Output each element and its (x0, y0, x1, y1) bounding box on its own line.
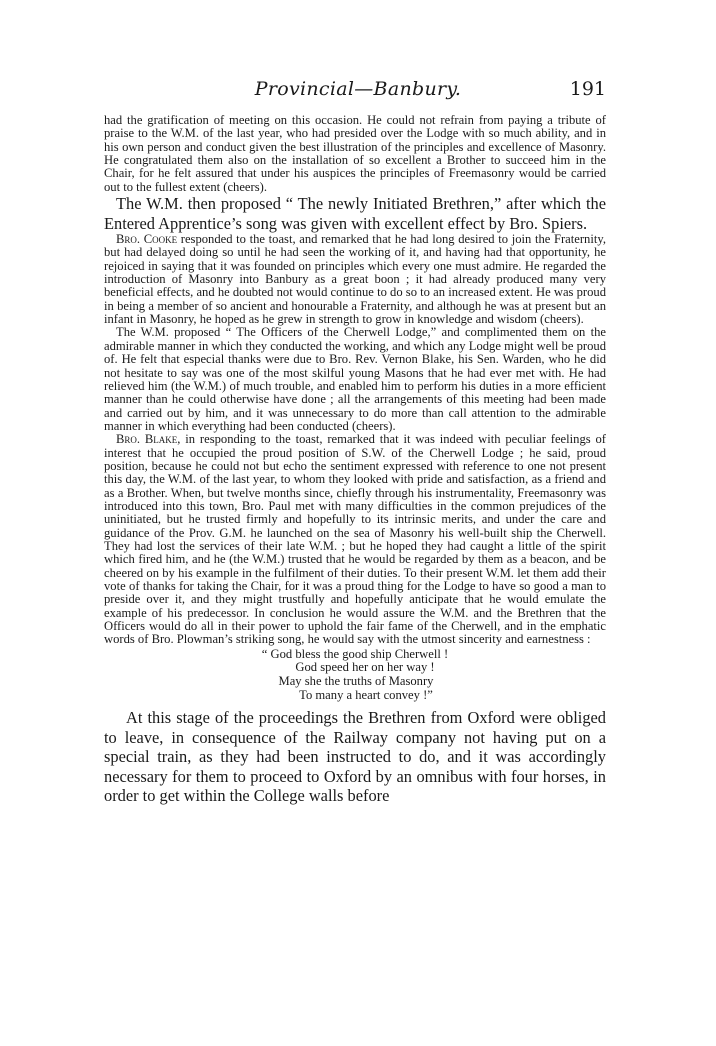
page-number: 191 (569, 78, 606, 100)
paragraph-6: At this stage of the proceedings the Brethren from Oxford were obliged to leave, in consequence of the Railway company not having put on a special train, as they had been instructed to do, and it was accordingly necessary for them to proceed to Oxford by an omnibus with four horses, in order to get within the College walls before (104, 708, 606, 806)
running-title: Provincial—Banbury. (254, 78, 462, 100)
paragraph-5 (104, 433, 606, 647)
verse-block (104, 648, 606, 702)
speaker-name-blake: Bro. Blake, (116, 432, 181, 447)
paragraph-3-text: responded to the toast, and remarked that he had long desired to join the Fraternity, but had delayed doing so until he had seen the working of it, and having had that opportunity, he rejoiced in saying that it was founded on principles which every one must admire. He regarded the introduction of Masonry into Banbury as a great boon ; it had already produced many very beneficial effects, and he doubted not would continue to do so to an increased extent. He was proud in being a member of so ancient and honourable a Fraternity, and although he was at present but an infant in Masonry, he hoped as he grew in strength to grow in knowledge and wisdom (cheers). (104, 232, 606, 327)
paragraph-1: had the gratification of meeting on this occasion. He could not refrain from paying a tribute of praise to the W.M. of the last year, who had presided over the Lodge with so much ability, and in his own person and conduct given the best illustration of the principles and excellence of Masonry. He congratulated them also on the installation of so excellent a Brother to succeed him in the Chair, for he felt assured that under his auspices the principles of Freemasonry would be carried out to the fullest extent (cheers). (104, 113, 606, 194)
paragraph-3 (104, 233, 606, 326)
page-header (0, 78, 716, 106)
verse-line-2: God speed her on her way ! (295, 660, 435, 675)
paragraph-2: The W.M. then proposed “ The newly Initiated Brethren,” after which the Entered Apprentice’s song was given with excellent effect by Bro. Spiers. (104, 194, 606, 233)
paragraph-4: The W.M. proposed “ The Officers of the Cherwell Lodge,” and complimented them on the admirable manner in which they conducted the working, and which any Lodge might well be proud of. He felt that especial thanks were due to Bro. Rev. Vernon Blake, his Sen. Warden, who he did not hesitate to say was one of the most skilful young Masons that he had ever met with. He had relieved him (the W.M.) of much trouble, and enabled him to perform his duties in a more efficient manner than he could otherwise have done ; all the arrangements of this meeting had been made and carried out by him, and it was unnecessary to do more than call attention to the admirable manner in which everything had been conducted (cheers). (104, 325, 606, 433)
paragraph-5-text: in responding to the toast, remarked that it was indeed with peculiar feelings of interest that he occupied the proud position of S.W. of the Cherwell Lodge ; he said, proud position, because he could not but echo the sentiment expressed with reference to one not present this day, the W.M. of the last year, to whom they looked with pride and satisfaction, as a friend and as a Brother. When, but twelve months since, chiefly through his instrumentality, Freemasonry was introduced into this town, Bro. Paul met with many difficulties in the common prejudices of the uninitiated, but he trusted firmly and hopefully to its intrinsic merits, and under the care and guidance of the Prov. G.M. he launched on the sea of Masonry his well-built ship the Cherwell. They had lost the services of their late W.M. ; but he hoped they had caught a little of the spirit which fired him, and he (the W.M.) trusted that he would be regarded by them as a beacon, and be cheered on by his example in the fulfilment of their duties. To their present W.M. let them add their vote of thanks for taking the Chair, for it was a proud thing for the Lodge to have so good a man to preside over it, and they might trustfully and hopefully anticipate that he would emulate the example of his predecessor. In conclusion he would assure the W.M. and the Brethren that the Officers would do all in their power to uphold the fair fame of the Cherwell, and in the emphatic words of Bro. Plowman’s striking song, he would say with the utmost sincerity and earnestness : (104, 432, 606, 647)
verse-line-3: May she the truths of Masonry (278, 673, 434, 688)
verse-line-4: To many a heart convey !” (299, 687, 433, 702)
speaker-name-cooke: Bro. Cooke (116, 232, 178, 247)
article-body (104, 114, 606, 806)
verse-line-1: “ God bless the good ship Cherwell ! (261, 646, 449, 661)
